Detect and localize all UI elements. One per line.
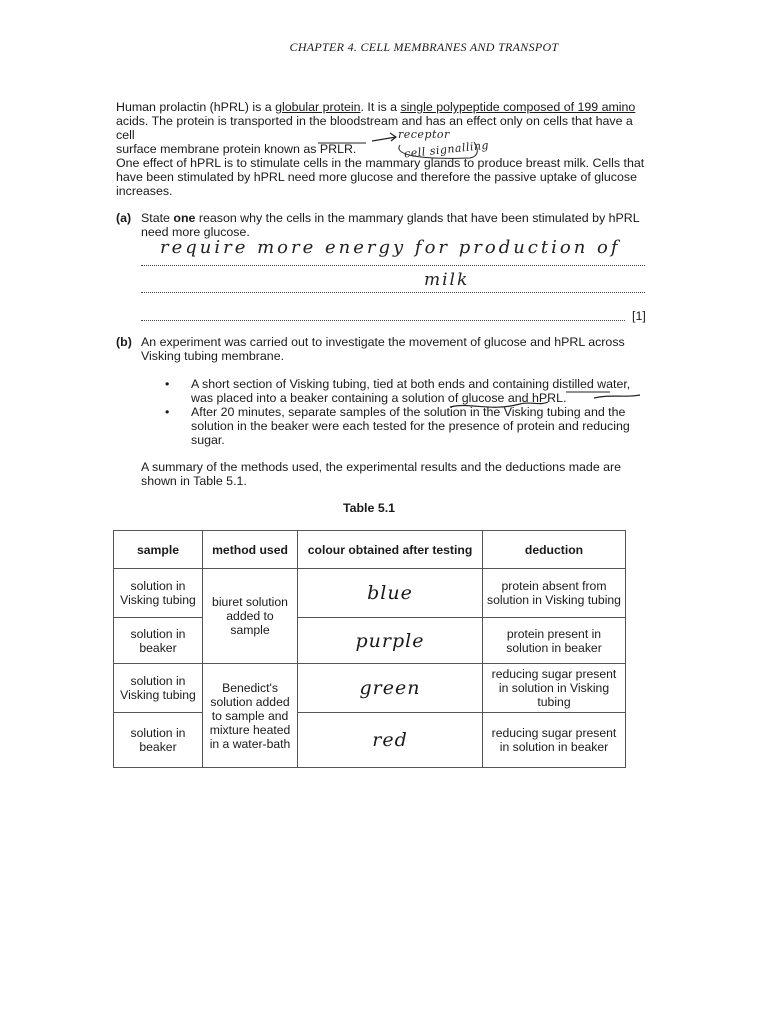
- handwritten-answer-line-1: require more energy for production of: [160, 237, 621, 258]
- table-row: [114, 618, 626, 664]
- question-a-text-part: State: [141, 211, 174, 225]
- bullet-item-2: After 20 minutes, separate samples of the solution in the Visking tubing and the solution in the beaker were each tested for the presence of protein and reducing sugar.: [191, 405, 630, 447]
- header-method: method used: [203, 531, 298, 569]
- header-sample: sample: [114, 531, 203, 569]
- header-deduction: deduction: [483, 531, 626, 569]
- chapter-header: CHAPTER 4. CELL MEMBRANES AND TRANSPOT: [289, 40, 559, 54]
- table-caption: [0, 501, 768, 515]
- summary-text: A summary of the methods used, the experimental results and the deductions made are shown in Table 5.1.: [141, 460, 622, 488]
- header-colour: colour obtained after testing: [298, 531, 483, 569]
- cell-colour-handwritten: red: [298, 713, 483, 768]
- results-table: [113, 530, 626, 768]
- cell-deduction: reducing sugar present in solution in beaker: [483, 713, 626, 768]
- underlined-globular-protein: globular protein: [275, 100, 361, 114]
- answer-line-3: [141, 319, 625, 321]
- underlined-polypeptide: single polypeptide composed of 199 amino: [400, 100, 636, 114]
- question-b-label: (b): [116, 335, 132, 349]
- bullet-item-1: A short section of Visking tubing, tied at both ends and containing distilled water, was placed into a beaker containing a solution of glucose and hPRL.: [191, 377, 631, 405]
- cell-colour-handwritten: purple: [298, 618, 483, 664]
- cell-deduction: reducing sugar present in solution in Visking tubing: [483, 664, 626, 713]
- cell-sample: solution in beaker: [114, 713, 203, 768]
- question-a-bold-one: one: [173, 211, 196, 225]
- cell-method-biuret: biuret solution added to sample: [203, 569, 298, 664]
- intro-text: . It is a: [360, 100, 401, 114]
- handwritten-answer-line-2: milk: [424, 270, 470, 290]
- handwritten-annotation-receptor: receptor: [398, 128, 450, 141]
- marks-label: [1]: [632, 309, 646, 323]
- question-a-text: [141, 211, 651, 239]
- cell-sample: solution in Visking tubing: [114, 664, 203, 713]
- intro-paragraph-2: One effect of hPRL is to stimulate cells in the mammary glands to produce breast milk. Cells that have been stimulated by hPRL need more glucose and therefore the passive uptake of glucose increases.: [116, 156, 645, 198]
- question-b-text: An experiment was carried out to investigate the movement of glucose and hPRL across Visking tubing membrane.: [141, 335, 625, 363]
- cell-sample: solution in Visking tubing: [114, 569, 203, 618]
- answer-line-1: [141, 264, 645, 266]
- cell-deduction: protein absent from solution in Visking tubing: [483, 569, 626, 618]
- question-a-text-part: reason why the cells in the mammary glands that have been stimulated by hPRL need more glucose.: [141, 211, 640, 239]
- table-row: [114, 664, 626, 713]
- cell-method-benedicts: Benedict's solution added to sample and mixture heated in a water-bath: [203, 664, 298, 768]
- table-caption-text: Table 5.1: [342, 501, 396, 515]
- cell-colour-handwritten: blue: [298, 569, 483, 618]
- handwritten-annotation-cell-signalling: cell signalling: [403, 138, 490, 161]
- answer-line-2: [141, 291, 645, 293]
- bullet-marker: •: [165, 405, 170, 419]
- cell-sample: solution in beaker: [114, 618, 203, 664]
- bullet-marker: •: [165, 377, 170, 391]
- intro-text-line3: surface membrane protein known as PRLR.: [116, 142, 357, 156]
- question-a-label: (a): [116, 211, 132, 225]
- cell-deduction: protein present in solution in beaker: [483, 618, 626, 664]
- table-row: [114, 569, 626, 618]
- table-row: [114, 713, 626, 768]
- intro-text-line2: acids. The protein is transported in the bloodstream and has an effect only on cells that have a cell: [116, 114, 633, 142]
- intro-paragraph-1: [116, 100, 651, 156]
- intro-text: Human prolactin (hPRL) is a: [116, 100, 276, 114]
- cell-colour-handwritten: green: [298, 664, 483, 713]
